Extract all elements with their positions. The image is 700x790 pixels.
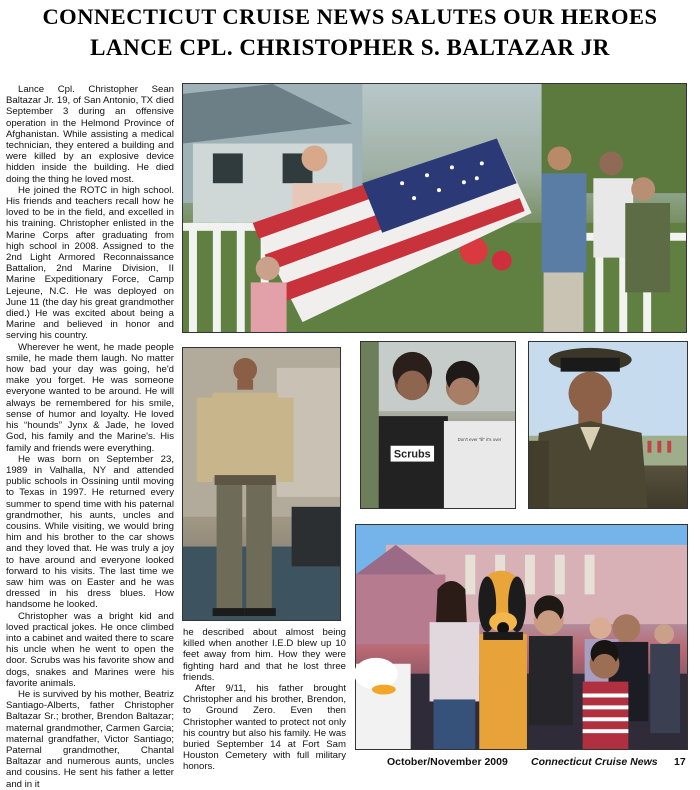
article-paragraph: Wherever he went, he made people smile, he made them laugh. No matter how bad your day was going, he'd make you forget. He was someone everyone wanted to be around. He will always be remembered for his smile, sense of humor and loyalty. He loved his “hounds” Jynx & Jade, he loved God, his family and the Marine's. His family and friends were everything. [6, 341, 174, 454]
photo-marine-dress-blues [528, 341, 688, 509]
photo-disney-group [355, 524, 688, 750]
article-column-2 [183, 627, 346, 773]
photo-marine-uniform [182, 347, 341, 621]
photo-family-with-flag [182, 83, 687, 333]
article-paragraph: He joined the ROTC in high school. His friends and teachers recall how he loved to be in the field, and excelled in his training. Christopher enlisted in the Marine Corps after graduating from high school in 2008. Assigned to the 2nd Light Armored Reconnaissance Battalion, 2nd Marine Division, II Marine Expeditionary Force, Camp Lejeune, N.C. He was deployed on June 11 (the day his great grandmother died.) He was excited about being a Marine and believed in honor and serving his country. [6, 184, 174, 342]
article-paragraph: He is survived by his mother, Beatriz Santiago-Alberts, father Christopher Baltazar Sr.; brother, Brendon Baltazar; maternal grandmother, Carmen Garcia; maternal grandfather, Victor Santiago; Paternal grandmother, Chantal Baltazar and numerous aunts, uncles and cousins. He sent his father a letter and in it [6, 688, 174, 790]
publication-name: Connecticut Cruise News [531, 756, 658, 768]
article-paragraph: Christopher was a bright kid and loved practical jokes. He once climbed into a cabinet and waited there to scare his uncle when he went to open the door. Scrubs was his favorite show and dogs, snakes and Marines were his favorite animals. [6, 610, 174, 689]
article-column-1 [6, 84, 174, 790]
headline-line-2: LANCE CPL. CHRISTOPHER S. BALTAZAR JR [90, 35, 610, 60]
article-paragraph: After 9/11, his father brought Christopher and his brother, Brendon, to Ground Zero. Even then Christopher wanted to protect not only his country but also his family. He was buried September 14 at Fort Sam Houston Cemetery with full military honors. [183, 683, 346, 773]
page-number: 17 [674, 756, 686, 768]
photo-two-friends [360, 341, 516, 509]
headline-line-1: CONNECTICUT CRUISE NEWS SALUTES OUR HEROES [42, 4, 658, 29]
article-paragraph: he described about almost being killed when another I.E.D blew up 10 feet away from him. How they were fighting hard and that he lost three friends. [183, 627, 346, 683]
shirt-print-text: Don't ever "lil" it's over [457, 436, 502, 442]
article-paragraph: He was born on September 23, 1989 in Valhalla, NY and attended public schools in Ossining until moving to Texas in 1997. He returned every summer to spend time with his paternal grandmother, his aunts, uncles and cousins. While visiting, we would bring him and his brother to the car shows and they loved that. He was truly a joy to have around and everyone looked forward to his visits. The last time we saw him was on Easter and he was dressed in his dress blues. How handsome he looked. [6, 453, 174, 611]
issue-date: October/November 2009 [387, 756, 508, 768]
article-paragraph: Lance Cpl. Christopher Sean Baltazar Jr. 19, of San Antonio, TX died September 3 during an offensive operation in the Helmond Province of Afghanistan. While assisting a medical technician, they entered a building and were killed by an explosive device hidden inside the building. He died doing the thing he loved most. [6, 84, 174, 185]
shirt-print-scrubs: Scrubs [393, 448, 431, 461]
